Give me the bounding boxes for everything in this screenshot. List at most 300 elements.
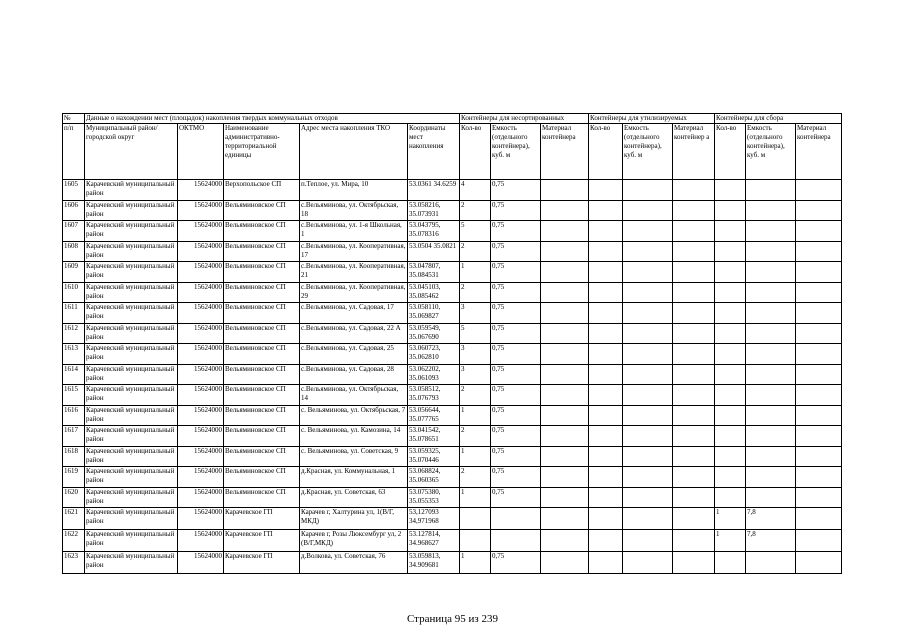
table-body: [63, 180, 842, 574]
municipal-cell: Карачевский муниципальный район: [85, 180, 178, 201]
capacity-cell: 0,75: [491, 344, 541, 365]
municipal-cell: Карачевский муниципальный район: [85, 262, 178, 283]
admin-unit-cell: Вельяминовское СП: [224, 385, 300, 406]
capacity3-cell: [746, 282, 796, 303]
row-number: 1622: [63, 530, 85, 552]
material2-cell: [673, 405, 715, 426]
count3-cell: [715, 344, 746, 365]
material3-cell: [796, 282, 842, 303]
capacity2-cell: [623, 180, 673, 201]
municipal-cell: Карачевский муниципальный район: [85, 303, 178, 324]
material2-cell: [673, 446, 715, 467]
oktmo-cell: 15624000: [178, 221, 224, 242]
count-cell: 3: [460, 364, 491, 385]
capacity-cell: 0,75: [491, 405, 541, 426]
capacity2-cell: [623, 282, 673, 303]
count2-cell: [589, 487, 623, 508]
capacity2-cell: [623, 552, 673, 574]
address-cell: с. Вельяминова, ул. Камозина, 14: [300, 426, 408, 447]
row-number: 1607: [63, 221, 85, 242]
table-row: [63, 405, 842, 426]
admin-unit-cell: Вельяминовское СП: [224, 487, 300, 508]
capacity-cell: 0,75: [491, 487, 541, 508]
admin-unit-cell: Вельяминовское СП: [224, 323, 300, 344]
admin-unit-cell: Вельяминовское СП: [224, 262, 300, 283]
header-count3: Кол-во: [715, 124, 746, 180]
capacity-cell: 0,75: [491, 426, 541, 447]
count-cell: 3: [460, 303, 491, 324]
oktmo-cell: 15624000: [178, 323, 224, 344]
count3-cell: [715, 552, 746, 574]
municipal-cell: Карачевский муниципальный район: [85, 344, 178, 365]
address-cell: с.Вельяминова, ул. Садовая, 28: [300, 364, 408, 385]
row-number: 1621: [63, 508, 85, 530]
row-number: 1617: [63, 426, 85, 447]
table-row: [63, 446, 842, 467]
address-cell: Карачев г, Розы Люксембург ул, 2 (В/Г,МКД): [300, 530, 408, 552]
address-cell: д.Красная, ул. Советская, 63: [300, 487, 408, 508]
material3-cell: [796, 241, 842, 262]
count2-cell: [589, 467, 623, 488]
capacity3-cell: [746, 303, 796, 324]
capacity2-cell: [623, 344, 673, 365]
table-row: [63, 364, 842, 385]
coords-cell: 53.059325, 35.070446: [408, 446, 460, 467]
capacity3-cell: [746, 200, 796, 221]
row-number: 1615: [63, 385, 85, 406]
municipal-cell: Карачевский муниципальный район: [85, 552, 178, 574]
capacity3-cell: [746, 487, 796, 508]
table-row: [63, 200, 842, 221]
count2-cell: [589, 385, 623, 406]
coords-cell: 53.043795, 35.078316: [408, 221, 460, 242]
count3-cell: [715, 467, 746, 488]
count3-cell: [715, 323, 746, 344]
coords-cell: 53,127093 34,971968: [408, 508, 460, 530]
material3-cell: [796, 426, 842, 447]
count-cell: 4: [460, 180, 491, 201]
header-capacity: Емкость (отдельного контейнера), куб. м: [491, 124, 541, 180]
material3-cell: [796, 530, 842, 552]
coords-cell: 53.058110, 35.069827: [408, 303, 460, 324]
table-row: [63, 262, 842, 283]
material-cell: [541, 344, 589, 365]
header-municipal: Муниципальный район/городской округ: [85, 124, 178, 180]
oktmo-cell: 15624000: [178, 200, 224, 221]
admin-unit-cell: Карачевское ГП: [224, 508, 300, 530]
count3-cell: [715, 303, 746, 324]
table-row: [63, 344, 842, 365]
capacity-cell: 0,75: [491, 221, 541, 242]
capacity-cell: 0,75: [491, 385, 541, 406]
material3-cell: [796, 221, 842, 242]
municipal-cell: Карачевский муниципальный район: [85, 446, 178, 467]
material2-cell: [673, 552, 715, 574]
capacity-cell: [491, 530, 541, 552]
count3-cell: [715, 180, 746, 201]
material-cell: [541, 323, 589, 344]
count2-cell: [589, 446, 623, 467]
header-material2: Материал контейнер а: [673, 124, 715, 180]
address-cell: п.Теплое, ул. Мира, 10: [300, 180, 408, 201]
oktmo-cell: 15624000: [178, 364, 224, 385]
material2-cell: [673, 262, 715, 283]
material2-cell: [673, 364, 715, 385]
coords-cell: 53.058512, 35.076793: [408, 385, 460, 406]
municipal-cell: Карачевский муниципальный район: [85, 323, 178, 344]
capacity2-cell: [623, 364, 673, 385]
capacity2-cell: [623, 467, 673, 488]
table-row: [63, 508, 842, 530]
capacity2-cell: [623, 221, 673, 242]
count2-cell: [589, 241, 623, 262]
coords-cell: 53.0504 35.0821: [408, 241, 460, 262]
oktmo-cell: 15624000: [178, 282, 224, 303]
capacity2-cell: [623, 508, 673, 530]
oktmo-cell: 15624000: [178, 344, 224, 365]
capacity3-cell: [746, 221, 796, 242]
capacity3-cell: [746, 552, 796, 574]
row-number: 1606: [63, 200, 85, 221]
count2-cell: [589, 221, 623, 242]
row-number: 1618: [63, 446, 85, 467]
capacity2-cell: [623, 446, 673, 467]
header-np: п/п: [63, 124, 85, 180]
oktmo-cell: 15624000: [178, 487, 224, 508]
material3-cell: [796, 364, 842, 385]
count-cell: 1: [460, 552, 491, 574]
header-coords: Координаты мест накопления: [408, 124, 460, 180]
page-number: Страница 95 из 239: [406, 613, 499, 625]
document-page: [62, 113, 842, 574]
count-cell: 2: [460, 200, 491, 221]
admin-unit-cell: Вельяминовское СП: [224, 446, 300, 467]
material-cell: [541, 364, 589, 385]
coords-cell: 53.047807, 35.084531: [408, 262, 460, 283]
count-cell: 5: [460, 323, 491, 344]
address-cell: Карачев г, Халтурина ул, 1(В/Г, МКД): [300, 508, 408, 530]
material3-cell: [796, 467, 842, 488]
material-cell: [541, 487, 589, 508]
capacity2-cell: [623, 385, 673, 406]
header-admin-unit: Наименование административно-территориальной единицы: [224, 124, 300, 180]
address-cell: с.Вельяминова, ул. Садовая, 17: [300, 303, 408, 324]
row-number: 1620: [63, 487, 85, 508]
material-cell: [541, 221, 589, 242]
table-row: [63, 180, 842, 201]
address-cell: с.Вельяминова, ул. Октябрьская, 18: [300, 200, 408, 221]
municipal-cell: Карачевский муниципальный район: [85, 221, 178, 242]
material-cell: [541, 303, 589, 324]
material2-cell: [673, 487, 715, 508]
count3-cell: [715, 241, 746, 262]
coords-cell: 53.0361 34.6259: [408, 180, 460, 201]
coords-cell: 53.062202, 35.061093: [408, 364, 460, 385]
capacity3-cell: [746, 426, 796, 447]
material-cell: [541, 426, 589, 447]
municipal-cell: Карачевский муниципальный район: [85, 282, 178, 303]
count3-cell: [715, 487, 746, 508]
count-cell: 1: [460, 405, 491, 426]
coords-cell: 53.068824, 35.060365: [408, 467, 460, 488]
count-cell: 2: [460, 282, 491, 303]
municipal-cell: Карачевский муниципальный район: [85, 364, 178, 385]
coords-cell: 53.059549, 35.067690: [408, 323, 460, 344]
row-number: 1605: [63, 180, 85, 201]
material-cell: [541, 200, 589, 221]
header-collection-group: Контейнеры для сбора: [715, 114, 842, 124]
coords-cell: 53.045103, 35.085462: [408, 282, 460, 303]
material2-cell: [673, 508, 715, 530]
count-cell: 3: [460, 344, 491, 365]
material2-cell: [673, 426, 715, 447]
header-recycled-group: Контейнеры для утилизируемых: [589, 114, 715, 124]
waste-sites-table: [62, 113, 842, 574]
count3-cell: [715, 364, 746, 385]
row-number: 1612: [63, 323, 85, 344]
oktmo-cell: 15624000: [178, 426, 224, 447]
header-place-group: Данные о нахождении мест (площадок) накопления твердых коммунальных отходов: [85, 114, 460, 124]
material-cell: [541, 467, 589, 488]
admin-unit-cell: Вельяминовское СП: [224, 241, 300, 262]
table-row: [63, 282, 842, 303]
count-cell: 1: [460, 262, 491, 283]
capacity-cell: 0,75: [491, 467, 541, 488]
count2-cell: [589, 426, 623, 447]
address-cell: д.Красная, ул. Коммунальная, 1: [300, 467, 408, 488]
admin-unit-cell: Вельяминовское СП: [224, 200, 300, 221]
capacity2-cell: [623, 241, 673, 262]
municipal-cell: Карачевский муниципальный район: [85, 241, 178, 262]
count3-cell: [715, 200, 746, 221]
material3-cell: [796, 344, 842, 365]
capacity-cell: 0,75: [491, 241, 541, 262]
count-cell: 2: [460, 241, 491, 262]
header-count2: Кол-во: [589, 124, 623, 180]
material2-cell: [673, 180, 715, 201]
header-unsorted-group: Контейнеры для несортированных: [460, 114, 589, 124]
capacity-cell: 0,75: [491, 200, 541, 221]
table-row: [63, 303, 842, 324]
count2-cell: [589, 262, 623, 283]
material2-cell: [673, 241, 715, 262]
material3-cell: [796, 552, 842, 574]
header-capacity3: Емкость (отдельного контейнера), куб. м: [746, 124, 796, 180]
material-cell: [541, 180, 589, 201]
table-row: [63, 221, 842, 242]
coords-cell: 53.059813, 34.909681: [408, 552, 460, 574]
coords-cell: 53.058216, 35.073931: [408, 200, 460, 221]
table-row: [63, 323, 842, 344]
capacity3-cell: [746, 323, 796, 344]
oktmo-cell: 15624000: [178, 446, 224, 467]
header-oktmo: ОКТМО: [178, 124, 224, 180]
material3-cell: [796, 303, 842, 324]
admin-unit-cell: Вельяминовское СП: [224, 405, 300, 426]
capacity-cell: 0,75: [491, 262, 541, 283]
capacity3-cell: [746, 446, 796, 467]
oktmo-cell: 15624000: [178, 241, 224, 262]
material-cell: [541, 446, 589, 467]
table-row: [63, 385, 842, 406]
table-row: [63, 241, 842, 262]
material3-cell: [796, 180, 842, 201]
count-cell: 2: [460, 467, 491, 488]
count2-cell: [589, 405, 623, 426]
material3-cell: [796, 487, 842, 508]
admin-unit-cell: Вельяминовское СП: [224, 221, 300, 242]
count-cell: 2: [460, 426, 491, 447]
row-number: 1623: [63, 552, 85, 574]
count2-cell: [589, 552, 623, 574]
header-row-columns: [63, 124, 842, 180]
capacity-cell: 0,75: [491, 323, 541, 344]
capacity3-cell: [746, 241, 796, 262]
coords-cell: 53.075380, 35.055353: [408, 487, 460, 508]
count2-cell: [589, 364, 623, 385]
capacity2-cell: [623, 530, 673, 552]
capacity-cell: 0,75: [491, 552, 541, 574]
oktmo-cell: 15624000: [178, 530, 224, 552]
material-cell: [541, 508, 589, 530]
capacity3-cell: [746, 180, 796, 201]
header-row-groups: [63, 114, 842, 124]
oktmo-cell: 15624000: [178, 508, 224, 530]
capacity3-cell: [746, 364, 796, 385]
material3-cell: [796, 385, 842, 406]
admin-unit-cell: Верхопольское СП: [224, 180, 300, 201]
material2-cell: [673, 467, 715, 488]
capacity3-cell: 7,8: [746, 508, 796, 530]
capacity-cell: [491, 508, 541, 530]
material2-cell: [673, 385, 715, 406]
oktmo-cell: 15624000: [178, 385, 224, 406]
capacity-cell: 0,75: [491, 282, 541, 303]
address-cell: с.Вельяминова, ул. Садовая, 25: [300, 344, 408, 365]
oktmo-cell: 15624000: [178, 262, 224, 283]
admin-unit-cell: Вельяминовское СП: [224, 303, 300, 324]
municipal-cell: Карачевский муниципальный район: [85, 385, 178, 406]
municipal-cell: Карачевский муниципальный район: [85, 200, 178, 221]
header-capacity2: Емкость (отдельного контейнера), куб. м: [623, 124, 673, 180]
coords-cell: 53.056644, 35.077765: [408, 405, 460, 426]
count2-cell: [589, 282, 623, 303]
material2-cell: [673, 282, 715, 303]
header-count: Кол-во: [460, 124, 491, 180]
oktmo-cell: 15624000: [178, 552, 224, 574]
count2-cell: [589, 200, 623, 221]
admin-unit-cell: Карачевское ГП: [224, 530, 300, 552]
capacity2-cell: [623, 405, 673, 426]
count3-cell: [715, 385, 746, 406]
material2-cell: [673, 530, 715, 552]
material2-cell: [673, 221, 715, 242]
address-cell: с.Вельяминова, ул. Кооперативная, 29: [300, 282, 408, 303]
admin-unit-cell: Вельяминовское СП: [224, 344, 300, 365]
material-cell: [541, 552, 589, 574]
capacity3-cell: 7,8: [746, 530, 796, 552]
material-cell: [541, 282, 589, 303]
material-cell: [541, 405, 589, 426]
capacity-cell: 0,75: [491, 364, 541, 385]
address-cell: с.Вельяминова, ул. 1-я Школьная, 1: [300, 221, 408, 242]
capacity-cell: 0,75: [491, 180, 541, 201]
capacity2-cell: [623, 487, 673, 508]
material-cell: [541, 241, 589, 262]
admin-unit-cell: Вельяминовское СП: [224, 282, 300, 303]
row-number: 1619: [63, 467, 85, 488]
oktmo-cell: 15624000: [178, 467, 224, 488]
count2-cell: [589, 508, 623, 530]
material3-cell: [796, 405, 842, 426]
row-number: 1614: [63, 364, 85, 385]
material-cell: [541, 530, 589, 552]
admin-unit-cell: Карачевское ГП: [224, 552, 300, 574]
capacity3-cell: [746, 405, 796, 426]
address-cell: с. Вельяминова, ул. Октябрьская, 7: [300, 405, 408, 426]
table-row: [63, 426, 842, 447]
material-cell: [541, 385, 589, 406]
count3-cell: [715, 282, 746, 303]
address-cell: д.Волкова, ул. Советская, 76: [300, 552, 408, 574]
capacity3-cell: [746, 344, 796, 365]
material2-cell: [673, 344, 715, 365]
count2-cell: [589, 323, 623, 344]
count-cell: [460, 530, 491, 552]
count-cell: 5: [460, 221, 491, 242]
address-cell: с.Вельяминова, ул. Кооперативная, 17: [300, 241, 408, 262]
capacity2-cell: [623, 262, 673, 283]
capacity2-cell: [623, 426, 673, 447]
row-number: 1609: [63, 262, 85, 283]
capacity-cell: 0,75: [491, 446, 541, 467]
municipal-cell: Карачевский муниципальный район: [85, 405, 178, 426]
capacity3-cell: [746, 467, 796, 488]
count3-cell: 1: [715, 530, 746, 552]
header-material: Материал контейнера: [541, 124, 589, 180]
row-number: 1608: [63, 241, 85, 262]
count3-cell: [715, 426, 746, 447]
municipal-cell: Карачевский муниципальный район: [85, 467, 178, 488]
material3-cell: [796, 446, 842, 467]
table-row: [63, 467, 842, 488]
material2-cell: [673, 303, 715, 324]
oktmo-cell: 15624000: [178, 405, 224, 426]
address-cell: с.Вельяминова, ул. Кооперативная, 21: [300, 262, 408, 283]
table-row: [63, 552, 842, 574]
address-cell: с.Вельяминова, ул. Садовая, 22 А: [300, 323, 408, 344]
count3-cell: [715, 262, 746, 283]
header-no: №: [63, 114, 85, 124]
capacity2-cell: [623, 200, 673, 221]
count3-cell: [715, 221, 746, 242]
coords-cell: 53.060723, 35.062810: [408, 344, 460, 365]
oktmo-cell: 15624000: [178, 303, 224, 324]
municipal-cell: Карачевский муниципальный район: [85, 426, 178, 447]
admin-unit-cell: Вельяминовское СП: [224, 467, 300, 488]
material3-cell: [796, 200, 842, 221]
material3-cell: [796, 323, 842, 344]
count2-cell: [589, 530, 623, 552]
row-number: 1613: [63, 344, 85, 365]
municipal-cell: Карачевский муниципальный район: [85, 487, 178, 508]
header-material3: Материал контейнера: [796, 124, 842, 180]
material2-cell: [673, 323, 715, 344]
municipal-cell: Карачевский муниципальный район: [85, 508, 178, 530]
material3-cell: [796, 262, 842, 283]
address-cell: с.Вельяминова, ул. Октябрьская, 14: [300, 385, 408, 406]
count3-cell: [715, 446, 746, 467]
